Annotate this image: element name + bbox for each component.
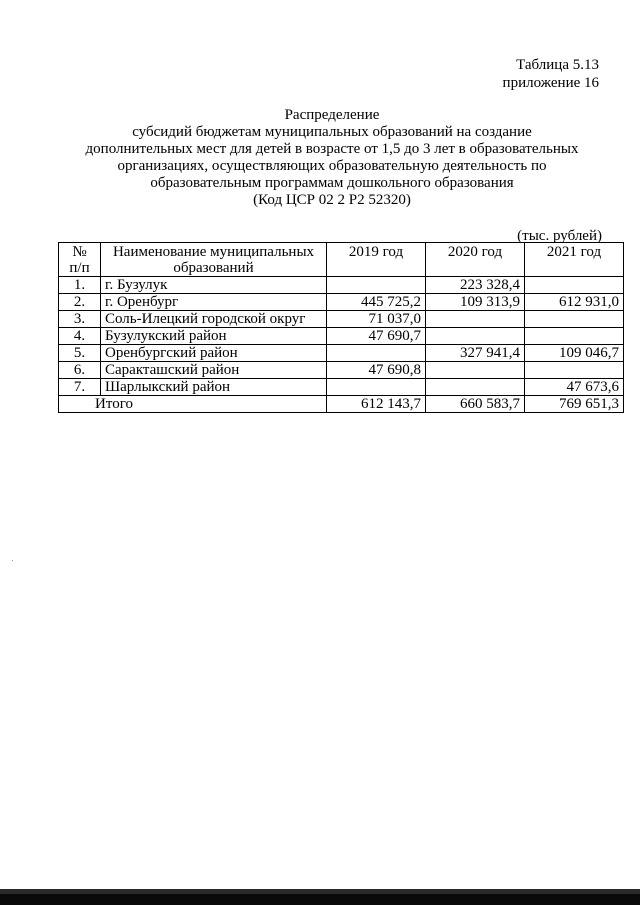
header-2019: 2019 год [327,243,426,277]
table-number: Таблица 5.13 [516,57,599,73]
header-number-line2: п/п [69,260,90,276]
row-number: 4. [59,328,101,345]
table-row [59,345,624,362]
row-name: Соль-Илецкий городской округ [101,311,327,328]
row-name: Саракташский район [101,362,327,379]
row-2020 [426,328,525,345]
header-name-line1: Наименование муниципальных [112,244,315,260]
table-row [59,362,624,379]
row-2021 [525,311,624,328]
row-2020 [426,379,525,396]
row-number: 7. [59,379,101,396]
row-2019: 47 690,7 [327,328,426,345]
title-line-4: организациях, осуществляющих образовательную деятельность по [117,158,547,174]
row-2020: 109 313,9 [426,294,525,311]
row-2021: 109 046,7 [525,345,624,362]
total-2020: 660 583,7 [426,396,525,413]
title-line-2: субсидий бюджетам муниципальных образований на создание [132,124,532,140]
row-number: 1. [59,277,101,294]
row-2021: 47 673,6 [525,379,624,396]
scan-edge-bar [0,889,640,905]
header-number [59,243,101,277]
row-number: 2. [59,294,101,311]
row-number: 6. [59,362,101,379]
table-reference [503,56,599,92]
row-number: 5. [59,345,101,362]
row-2020 [426,362,525,379]
total-label: Итого [59,396,327,413]
row-name: г. Оренбург [101,294,327,311]
appendix-label: приложение 16 [502,75,599,91]
row-2021 [525,277,624,294]
scan-speck [12,560,13,561]
row-2019 [327,277,426,294]
total-2021: 769 651,3 [525,396,624,413]
row-name: Оренбургский район [101,345,327,362]
table-row [59,294,624,311]
table-row [59,379,624,396]
title-line-5: образовательным программам дошкольного образования [150,175,514,191]
title-line-6: (Код ЦСР 02 2 Р2 52320) [253,192,411,208]
header-number-line1: № [72,244,87,260]
table-row [59,328,624,345]
row-2020 [426,311,525,328]
subsidy-table [58,242,624,413]
row-2019 [327,379,426,396]
row-2019: 47 690,8 [327,362,426,379]
row-2019: 71 037,0 [327,311,426,328]
row-2020: 223 328,4 [426,277,525,294]
row-2019 [327,345,426,362]
row-2020: 327 941,4 [426,345,525,362]
table-total-row [59,396,624,413]
row-name: г. Бузулук [101,277,327,294]
table-row [59,311,624,328]
table-header-row [59,243,624,277]
header-2021: 2021 год [525,243,624,277]
row-name: Бузулукский район [101,328,327,345]
row-2021 [525,362,624,379]
row-2021 [525,328,624,345]
header-2020: 2020 год [426,243,525,277]
row-number: 3. [59,311,101,328]
units-label: (тыс. рублей) [517,228,602,244]
header-name-line2: образований [173,260,254,276]
row-2019: 445 725,2 [327,294,426,311]
row-2021: 612 931,0 [525,294,624,311]
title-line-3: дополнительных мест для детей в возрасте от 1,5 до 3 лет в образовательных [85,141,579,157]
row-name: Шарлыкский район [101,379,327,396]
table-row [59,277,624,294]
header-name [101,243,327,277]
total-2019: 612 143,7 [327,396,426,413]
title-line-1: Распределение [284,107,380,123]
document-title [58,107,606,209]
